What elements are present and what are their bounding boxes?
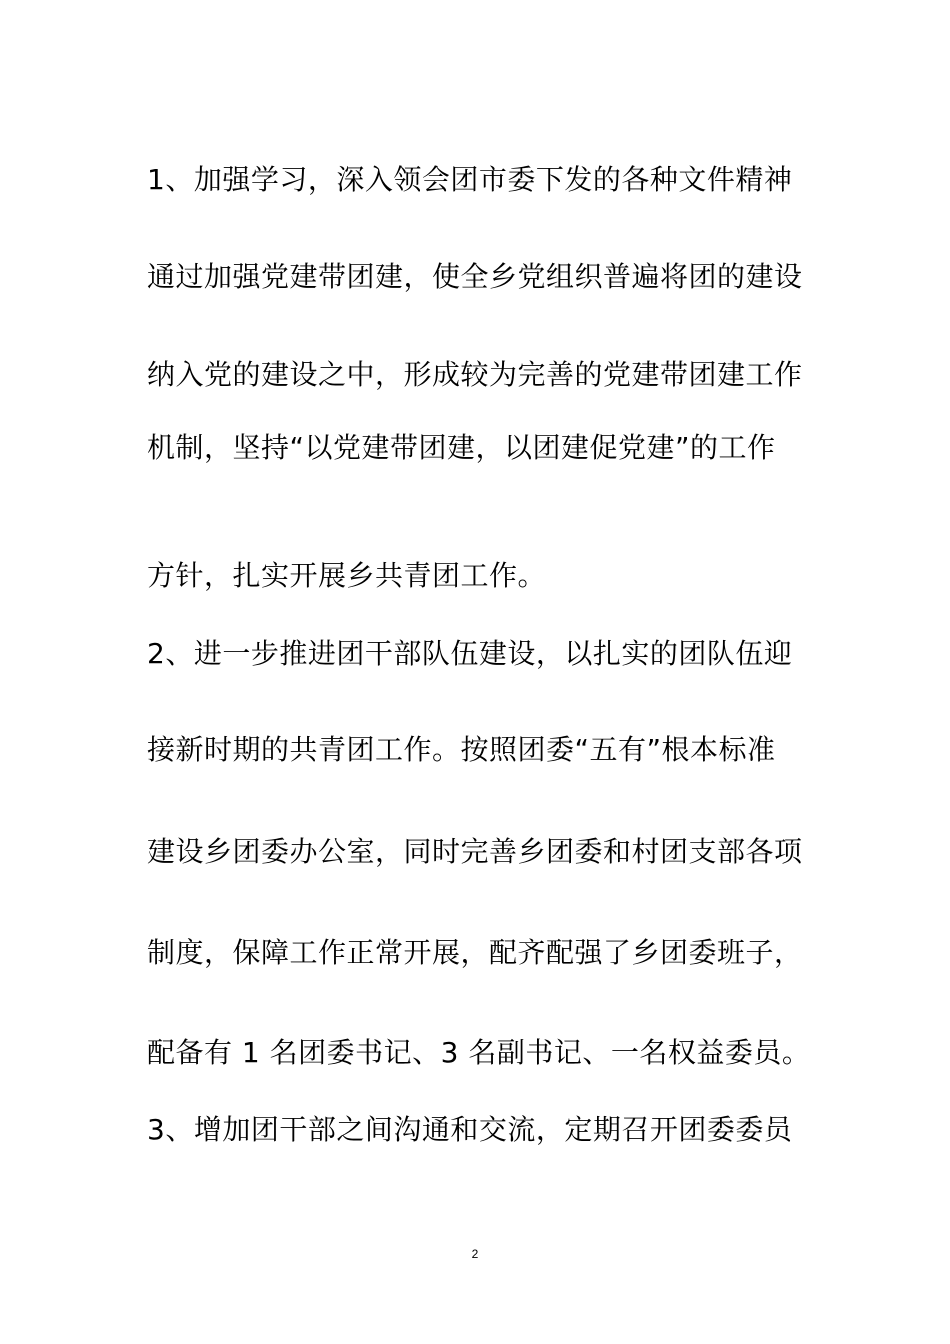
text-line: 配备有 1 名团委书记、3 名副书记、一名权益委员。: [147, 1036, 811, 1069]
text-line: 方针，扎实开展乡共青团工作。: [147, 559, 547, 592]
text-line: 2、进一步推进团干部队伍建设，以扎实的团队伍迎: [147, 637, 793, 670]
text-line: 制度，保障工作正常开展，配齐配强了乡团委班子，: [147, 936, 803, 969]
page-number: 2: [471, 1247, 479, 1261]
text-line: 建设乡团委办公室，同时完善乡团委和村团支部各项: [147, 835, 803, 868]
text-line: 纳入党的建设之中，形成较为完善的党建带团建工作: [147, 358, 803, 391]
text-line: 通过加强党建带团建，使全乡党组织普遍将团的建设: [147, 260, 803, 293]
text-line: 3、增加团干部之间沟通和交流，定期召开团委委员: [147, 1113, 793, 1146]
text-line: 机制，坚持“以党建带团建，以团建促党建”的工作: [147, 431, 776, 464]
text-line: 1、加强学习，深入领会团市委下发的各种文件精神: [147, 163, 793, 196]
text-line: 接新时期的共青团工作。按照团委“五有”根本标准: [147, 733, 776, 766]
